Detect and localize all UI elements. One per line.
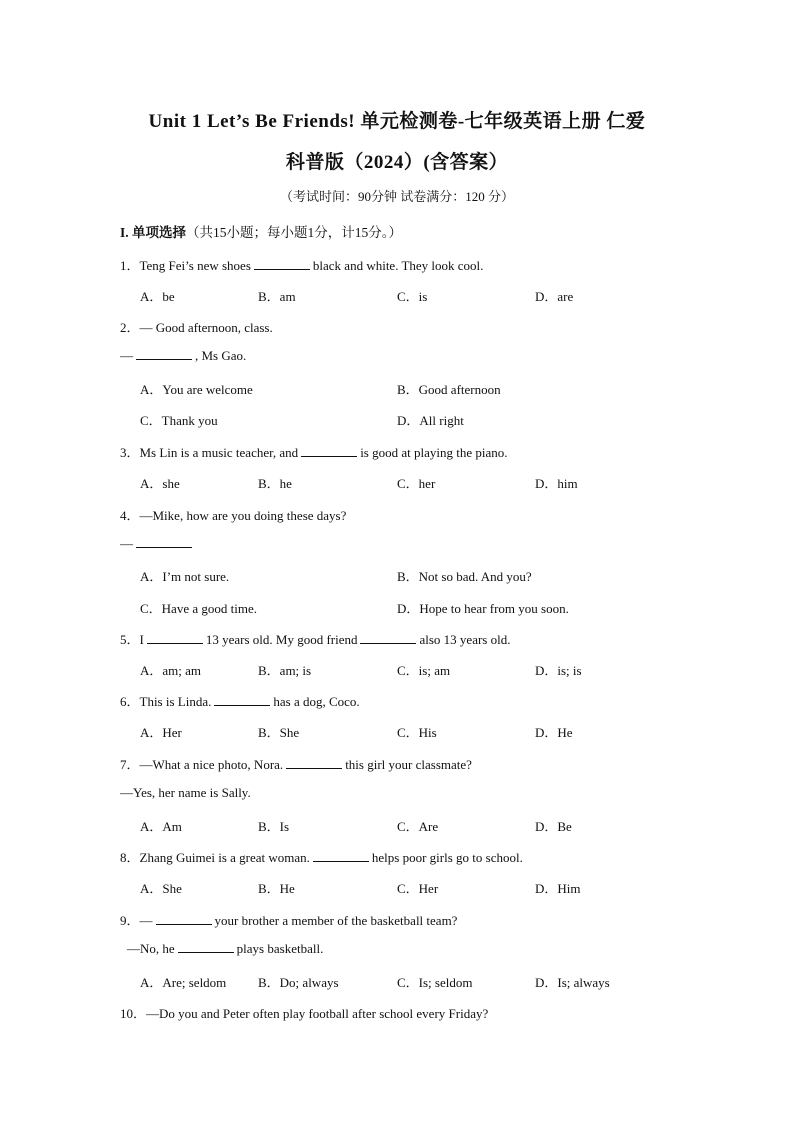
question-text-segment: 6．This is Linda.: [120, 694, 212, 709]
question-7-option-B[interactable]: B．Is: [258, 819, 290, 834]
question-text-segment: plays basketball.: [236, 941, 324, 956]
question-5-option-B[interactable]: B．am; is: [258, 663, 312, 678]
question-3-option-B[interactable]: B．he: [258, 476, 292, 491]
question-text-segment: helps poor girls go to school.: [371, 850, 523, 865]
question-3-option-A[interactable]: A．she: [140, 476, 180, 491]
question-text-segment: this girl your classmate?: [345, 757, 472, 772]
question-text-segment: 5．I: [120, 632, 144, 647]
question-text-segment: 4．—Mike, how are you doing these days?: [120, 508, 347, 523]
question-2-option-D[interactable]: D．All right: [397, 413, 464, 428]
question-text-segment: 2．— Good afternoon, class.: [120, 320, 273, 335]
question-text-segment: —: [120, 348, 133, 363]
section-note: （共15小题；每小题1分，计15分。）: [186, 225, 403, 240]
question-5-text: [120, 629, 510, 648]
question-text-segment: 8．Zhang Guimei is a great woman.: [120, 850, 310, 865]
answer-blank: [254, 258, 310, 270]
question-text-segment: 1．Teng Fei’s new shoes: [120, 258, 251, 273]
question-text-segment: , Ms Gao.: [195, 348, 247, 363]
question-6-option-C[interactable]: C．His: [397, 725, 437, 740]
question-text-segment: 10．—Do you and Peter often play football after school every Friday?: [120, 1006, 489, 1021]
question-7-text: [120, 754, 472, 773]
question-2-option-C[interactable]: C．Thank you: [140, 413, 218, 428]
answer-blank: [301, 445, 357, 457]
question-1-option-C[interactable]: C．is: [397, 289, 428, 304]
question-8-option-C[interactable]: C．Her: [397, 881, 439, 896]
answer-blank: [360, 632, 416, 644]
question-8-text: [120, 847, 523, 866]
answer-blank: [286, 757, 342, 769]
question-4-text: [120, 536, 195, 552]
question-4-option-C[interactable]: C．Have a good time.: [140, 601, 257, 616]
question-text-segment: has a dog, Coco.: [273, 694, 360, 709]
question-text-segment: also 13 years old.: [419, 632, 511, 647]
question-4-text: [120, 505, 346, 524]
question-2-text: [120, 348, 246, 364]
exam-info: （考试时间：90分钟 试卷满分：120 分）: [279, 189, 514, 204]
document-title-line1: Unit 1 Let’s Be Friends! 单元检测卷-七年级英语上册 仁爱: [148, 111, 646, 132]
question-6-option-D[interactable]: D．He: [535, 725, 573, 740]
answer-blank: [313, 850, 369, 862]
answer-blank: [147, 632, 203, 644]
question-text-segment: —Yes, her name is Sally.: [120, 785, 251, 800]
question-5-option-C[interactable]: C．is; am: [397, 663, 451, 678]
question-text-segment: 7．—What a nice photo, Nora.: [120, 757, 284, 772]
question-9-option-A[interactable]: A．Are; seldom: [140, 975, 227, 990]
question-8-option-B[interactable]: B．He: [258, 881, 295, 896]
question-3-option-D[interactable]: D．him: [535, 476, 578, 491]
section-heading: [120, 221, 402, 241]
question-4-option-A[interactable]: A．I’m not sure.: [140, 569, 230, 584]
question-6-option-B[interactable]: B．She: [258, 725, 300, 740]
question-text-segment: —No, he: [127, 941, 175, 956]
question-4-option-D[interactable]: D．Hope to hear from you soon.: [397, 601, 569, 616]
question-text-segment: 9．—: [120, 913, 153, 928]
section-label: I. 单项选择: [120, 225, 187, 240]
document-title-line2: 科普版（2024）(含答案）: [285, 152, 509, 173]
question-10-text: [120, 1003, 488, 1022]
question-9-text: [127, 941, 323, 957]
question-1-option-D[interactable]: D．are: [535, 289, 574, 304]
question-7-option-C[interactable]: C．Are: [397, 819, 439, 834]
question-8-option-D[interactable]: D．Him: [535, 881, 581, 896]
answer-blank: [178, 941, 234, 953]
question-2-text: [120, 317, 273, 336]
question-1-text: [120, 255, 483, 274]
question-5-option-D[interactable]: D．is; is: [535, 663, 582, 678]
question-text-segment: your brother a member of the basketball team?: [214, 913, 458, 928]
question-8-option-A[interactable]: A．She: [140, 881, 182, 896]
question-text-segment: 13 years old. My good friend: [205, 632, 358, 647]
question-9-text: [120, 910, 457, 929]
answer-blank: [136, 348, 192, 360]
answer-blank: [156, 913, 212, 925]
question-3-option-C[interactable]: C．her: [397, 476, 436, 491]
answer-blank: [136, 536, 192, 548]
question-text-segment: black and white. They look cool.: [312, 258, 484, 273]
question-6-option-A[interactable]: A．Her: [140, 725, 182, 740]
question-7-option-A[interactable]: A．Am: [140, 819, 182, 834]
question-9-option-B[interactable]: B．Do; always: [258, 975, 339, 990]
question-2-option-A[interactable]: A．You are welcome: [140, 382, 253, 397]
question-7-text: [120, 785, 251, 801]
answer-blank: [214, 694, 270, 706]
question-3-text: [120, 442, 508, 461]
question-1-option-B[interactable]: B．am: [258, 289, 296, 304]
question-1-option-A[interactable]: A．be: [140, 289, 175, 304]
question-text-segment: 3．Ms Lin is a music teacher, and: [120, 445, 299, 460]
question-text-segment: is good at playing the piano.: [360, 445, 508, 460]
question-text-segment: —: [120, 536, 133, 551]
question-9-option-D[interactable]: D．Is; always: [535, 975, 610, 990]
question-2-option-B[interactable]: B．Good afternoon: [397, 382, 501, 397]
question-5-option-A[interactable]: A．am; am: [140, 663, 202, 678]
question-6-text: [120, 691, 360, 710]
question-7-option-D[interactable]: D．Be: [535, 819, 572, 834]
question-4-option-B[interactable]: B．Not so bad. And you?: [397, 569, 532, 584]
question-9-option-C[interactable]: C．Is; seldom: [397, 975, 473, 990]
